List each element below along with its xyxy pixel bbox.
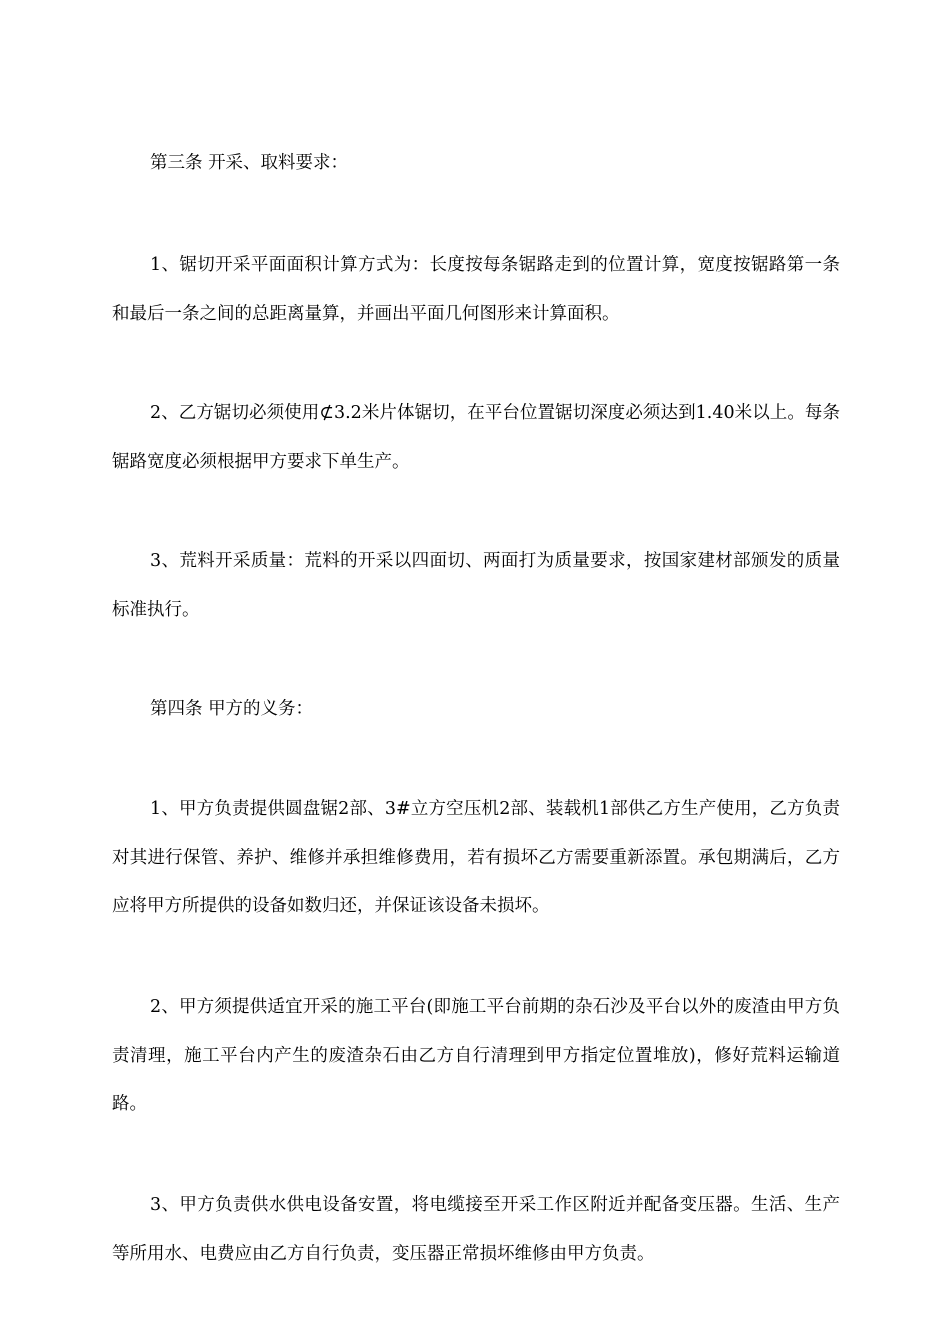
section-4-heading: 第四条 甲方的义务： [150, 699, 314, 719]
section-4-item-3: 3、甲方负责供水供电设备安置，将电缆接至开采工作区附近并配备变压器。生活、生产等所用水、电费应由乙方自行负责，变压器正常损坏维修由甲方负责。 [112, 1195, 840, 1264]
section-4-item-2: 2、甲方须提供适宜开采的施工平台(即施工平台前期的杂石沙及平台以外的废渣由甲方负责清理，施工平台内产生的废渣杂石由乙方自行清理到甲方指定位置堆放)，修好荒料运输道路。 [112, 997, 840, 1114]
section-3-item-2: 2、乙方锯切必须使用⊄3.2米片体锯切，在平台位置锯切深度必须达到1.40米以上。每条锯路宽度必须根据甲方要求下单生产。 [112, 403, 840, 472]
section-4-item-1: 1、甲方负责提供圆盘锯2部、3#立方空压机2部、装载机1部供乙方生产使用，乙方负责对其进行保管、养护、维修并承担维修费用，若有损坏乙方需要重新添置。承包期满后，乙方应将甲方所提供的设备如数归还，并保证该设备未损坏。 [112, 799, 840, 916]
section-3-heading: 第三条 开采、取料要求： [150, 153, 349, 173]
section-3-item-1: 1、锯切开采平面面积计算方式为：长度按每条锯路走到的位置计算，宽度按锯路第一条和最后一条之间的总距离量算，并画出平面几何图形来计算面积。 [112, 255, 840, 324]
section-3-item-3: 3、荒料开采质量：荒料的开采以四面切、两面打为质量要求，按国家建材部颁发的质量标准执行。 [112, 551, 840, 620]
